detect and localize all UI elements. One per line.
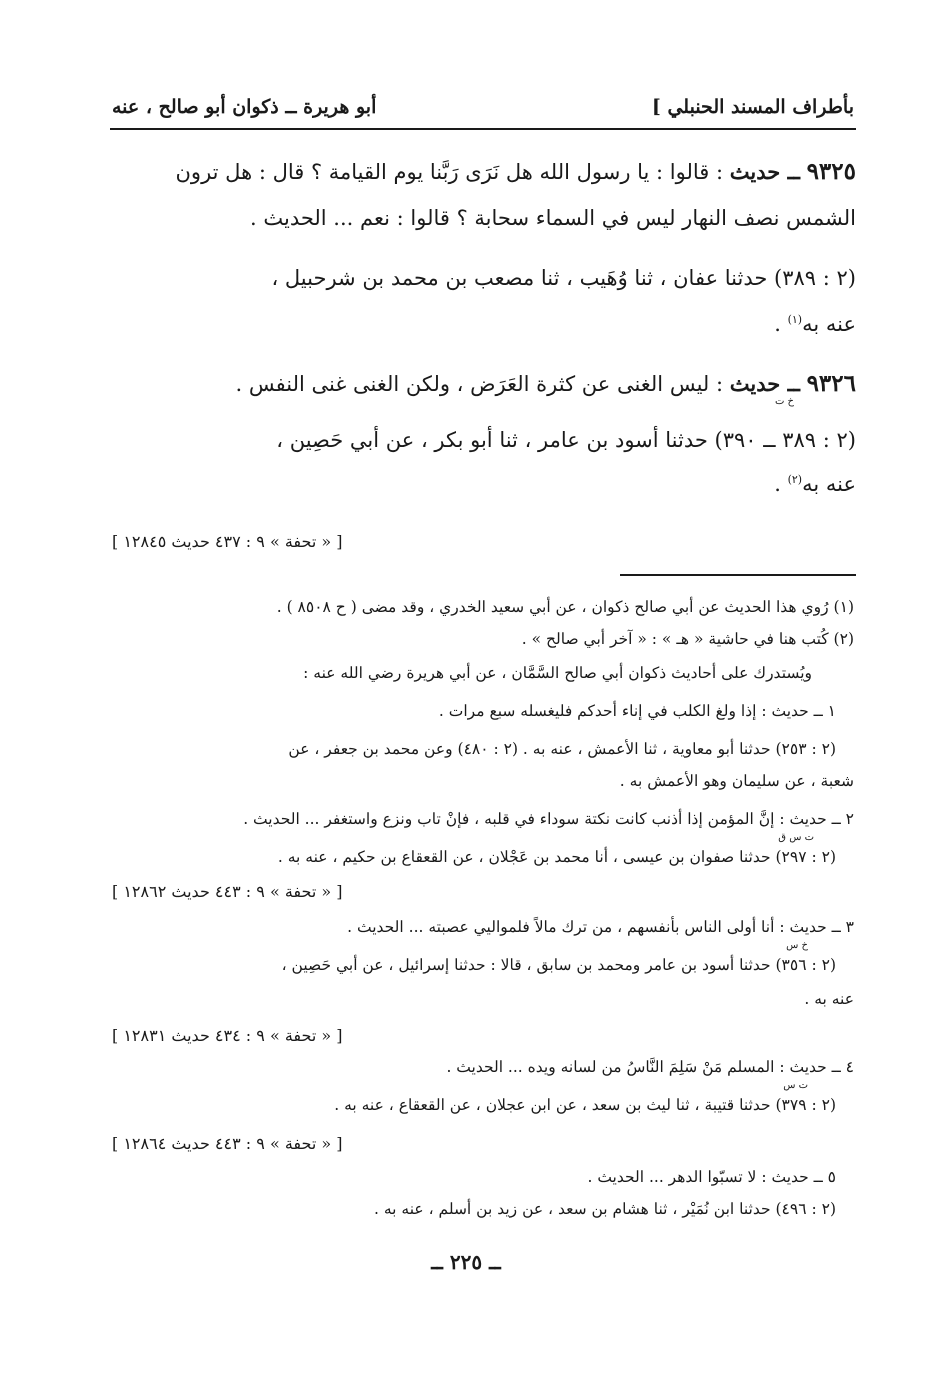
footnote-mark: (١) [787, 313, 803, 326]
addendum-1-source-1: (٢ : ٢٥٣) حدثنا أبو معاوية ، ثنا الأعمش ، عنه به . (٢ : ٤٨٠) وعن محمد بن جعفر ، عن [288, 740, 836, 758]
entry-label: حديث [729, 159, 781, 184]
entry-9325-line-2: الشمس نصف النهار ليس في السماء سحابة ؟ قالوا : نعم ... الحديث . [250, 206, 856, 230]
entry-number: ٩٣٢٥ [806, 158, 856, 185]
entry-number: ٩٣٢٦ [806, 370, 856, 397]
addendum-2-tuhfa: [ « تحفة » ٩ : ٤٤٣ حديث ١٢٨٦٢ ] [112, 882, 343, 901]
footnote-1: (١) رُوي هذا الحديث عن أبي صالح ذكوان ، عن أبي سعيد الخدري ، وقد مضى ( ح ٨٥٠٨ ) . [276, 598, 854, 616]
entry-9325-source-1: (٢ : ٣٨٩) حدثنا عفان ، ثنا وُهَيب ، ثنا مصعب بن محمد بن شرحبيل ، [271, 266, 856, 290]
entry-text: : ليس الغنى عن كثرة العَرَض ، ولكن الغنى غنى النفس . [235, 372, 724, 396]
addendum-2-source: (٢ : ٢٩٧) حدثنا صفوان بن عيسى ، أنا محمد بن عَجْلان ، عن القعقاع بن حكيم ، عنه به . [277, 848, 836, 866]
footnote-intro: ويُستدرك على أحاديث ذكوان أبي صالح السَّمَّان ، عن أبي هريرة رضي الله عنه : [303, 664, 812, 682]
addendum-5-title: ٥ ــ حديث : لا تسبّوا الدهر ... الحديث . [587, 1168, 836, 1186]
addendum-3-source-2: عنه به . [804, 990, 854, 1008]
addendum-3-title: ٣ ــ حديث : أنا أولى الناس بأنفسهم ، من ترك مالاً فلمواليي عصبته ... الحديث . [347, 918, 854, 936]
addendum-3-sigla: خ س [786, 940, 808, 951]
addendum-4-sigla: ت س [783, 1080, 808, 1091]
footnote-rule [620, 574, 856, 576]
addendum-3-source-1: (٢ : ٣٥٦) حدثنا أسود بن عامر ومحمد بن سابق ، قالا : حدثنا إسرائيل ، عن أبي حَصِين ، [281, 956, 836, 974]
entry-9325-line-1: ٩٣٢٥ ــ حديث : قالوا : يا رسول الله هل نَرَى رَبَّنا يوم القيامة ؟ قال : هل ترون [175, 158, 856, 185]
addendum-4-tuhfa: [ « تحفة » ٩ : ٤٤٣ حديث ١٢٨٦٤ ] [112, 1134, 343, 1153]
page-number: ــ ٢٢٥ ــ [431, 1250, 501, 1274]
entry-9326-source-1: (٢ : ٣٨٩ ــ ٣٩٠) حدثنا أسود بن عامر ، ثنا أبو بكر ، عن أبي حَصِين ، [276, 428, 856, 452]
running-header-title: بأطراف المسند الحنبلي ] [651, 96, 854, 118]
addendum-1-title: ١ ــ حديث : إذا ولغ الكلب في إناء أحدكم فليغسله سبع مرات . [438, 702, 836, 720]
addendum-4-title: ٤ ــ حديث : المسلم مَنْ سَلِمَ النَّاسُ من لسانه ويده ... الحديث . [446, 1058, 854, 1076]
addendum-1-source-2: شعبة ، عن سليمان وهو الأعمش به . [619, 772, 854, 790]
entry-9326-source-2: عنه به$^{(٢)}$ . [774, 472, 856, 496]
entry-label: حديث [729, 371, 781, 396]
addendum-5-source: (٢ : ٤٩٦) حدثنا ابن نُمَيْر ، ثنا هشام بن سعد ، عن زيد بن أسلم ، عنه به . [374, 1200, 836, 1218]
source-text: عنه به [802, 312, 856, 336]
header-rule [110, 128, 856, 130]
running-header-section: أبو هريرة ــ ذكوان أبو صالح ، عنه [112, 96, 377, 118]
source-text: عنه به [802, 472, 856, 496]
footnote-mark: (٢) [787, 473, 803, 486]
entry-9326-sigla: خ ت [774, 396, 794, 407]
addendum-2-sigla: ت س ق [778, 832, 814, 843]
entry-text: : قالوا : يا رسول الله هل نَرَى رَبَّنا يوم القيامة ؟ قال : هل ترون [175, 160, 724, 184]
entry-9326-line-1: ٩٣٢٦ ــ حديث : ليس الغنى عن كثرة العَرَض ، ولكن الغنى غنى النفس . [235, 370, 856, 397]
addendum-3-tuhfa: [ « تحفة » ٩ : ٤٣٤ حديث ١٢٨٣١ ] [112, 1026, 343, 1045]
addendum-2-title: ٢ ــ حديث : إنَّ المؤمن إذا أذنب كانت نكتة سوداء في قلبه ، فإنْ تاب ونزع واستغفر ... الحديث . [243, 810, 854, 828]
entry-9325-source-2: عنه به$^{(١)}$ . [774, 312, 856, 336]
footnote-2: (٢) كُتب هنا في حاشية « هـ » : « آخر أبي صالح » . [521, 630, 854, 648]
addendum-4-source: (٢ : ٣٧٩) حدثنا قتيبة ، ثنا ليث بن سعد ، عن ابن عجلان ، عن القعقاع ، عنه به . [334, 1096, 836, 1114]
tuhfa-reference: [ « تحفة » ٩ : ٤٣٧ حديث ١٢٨٤٥ ] [112, 532, 343, 551]
